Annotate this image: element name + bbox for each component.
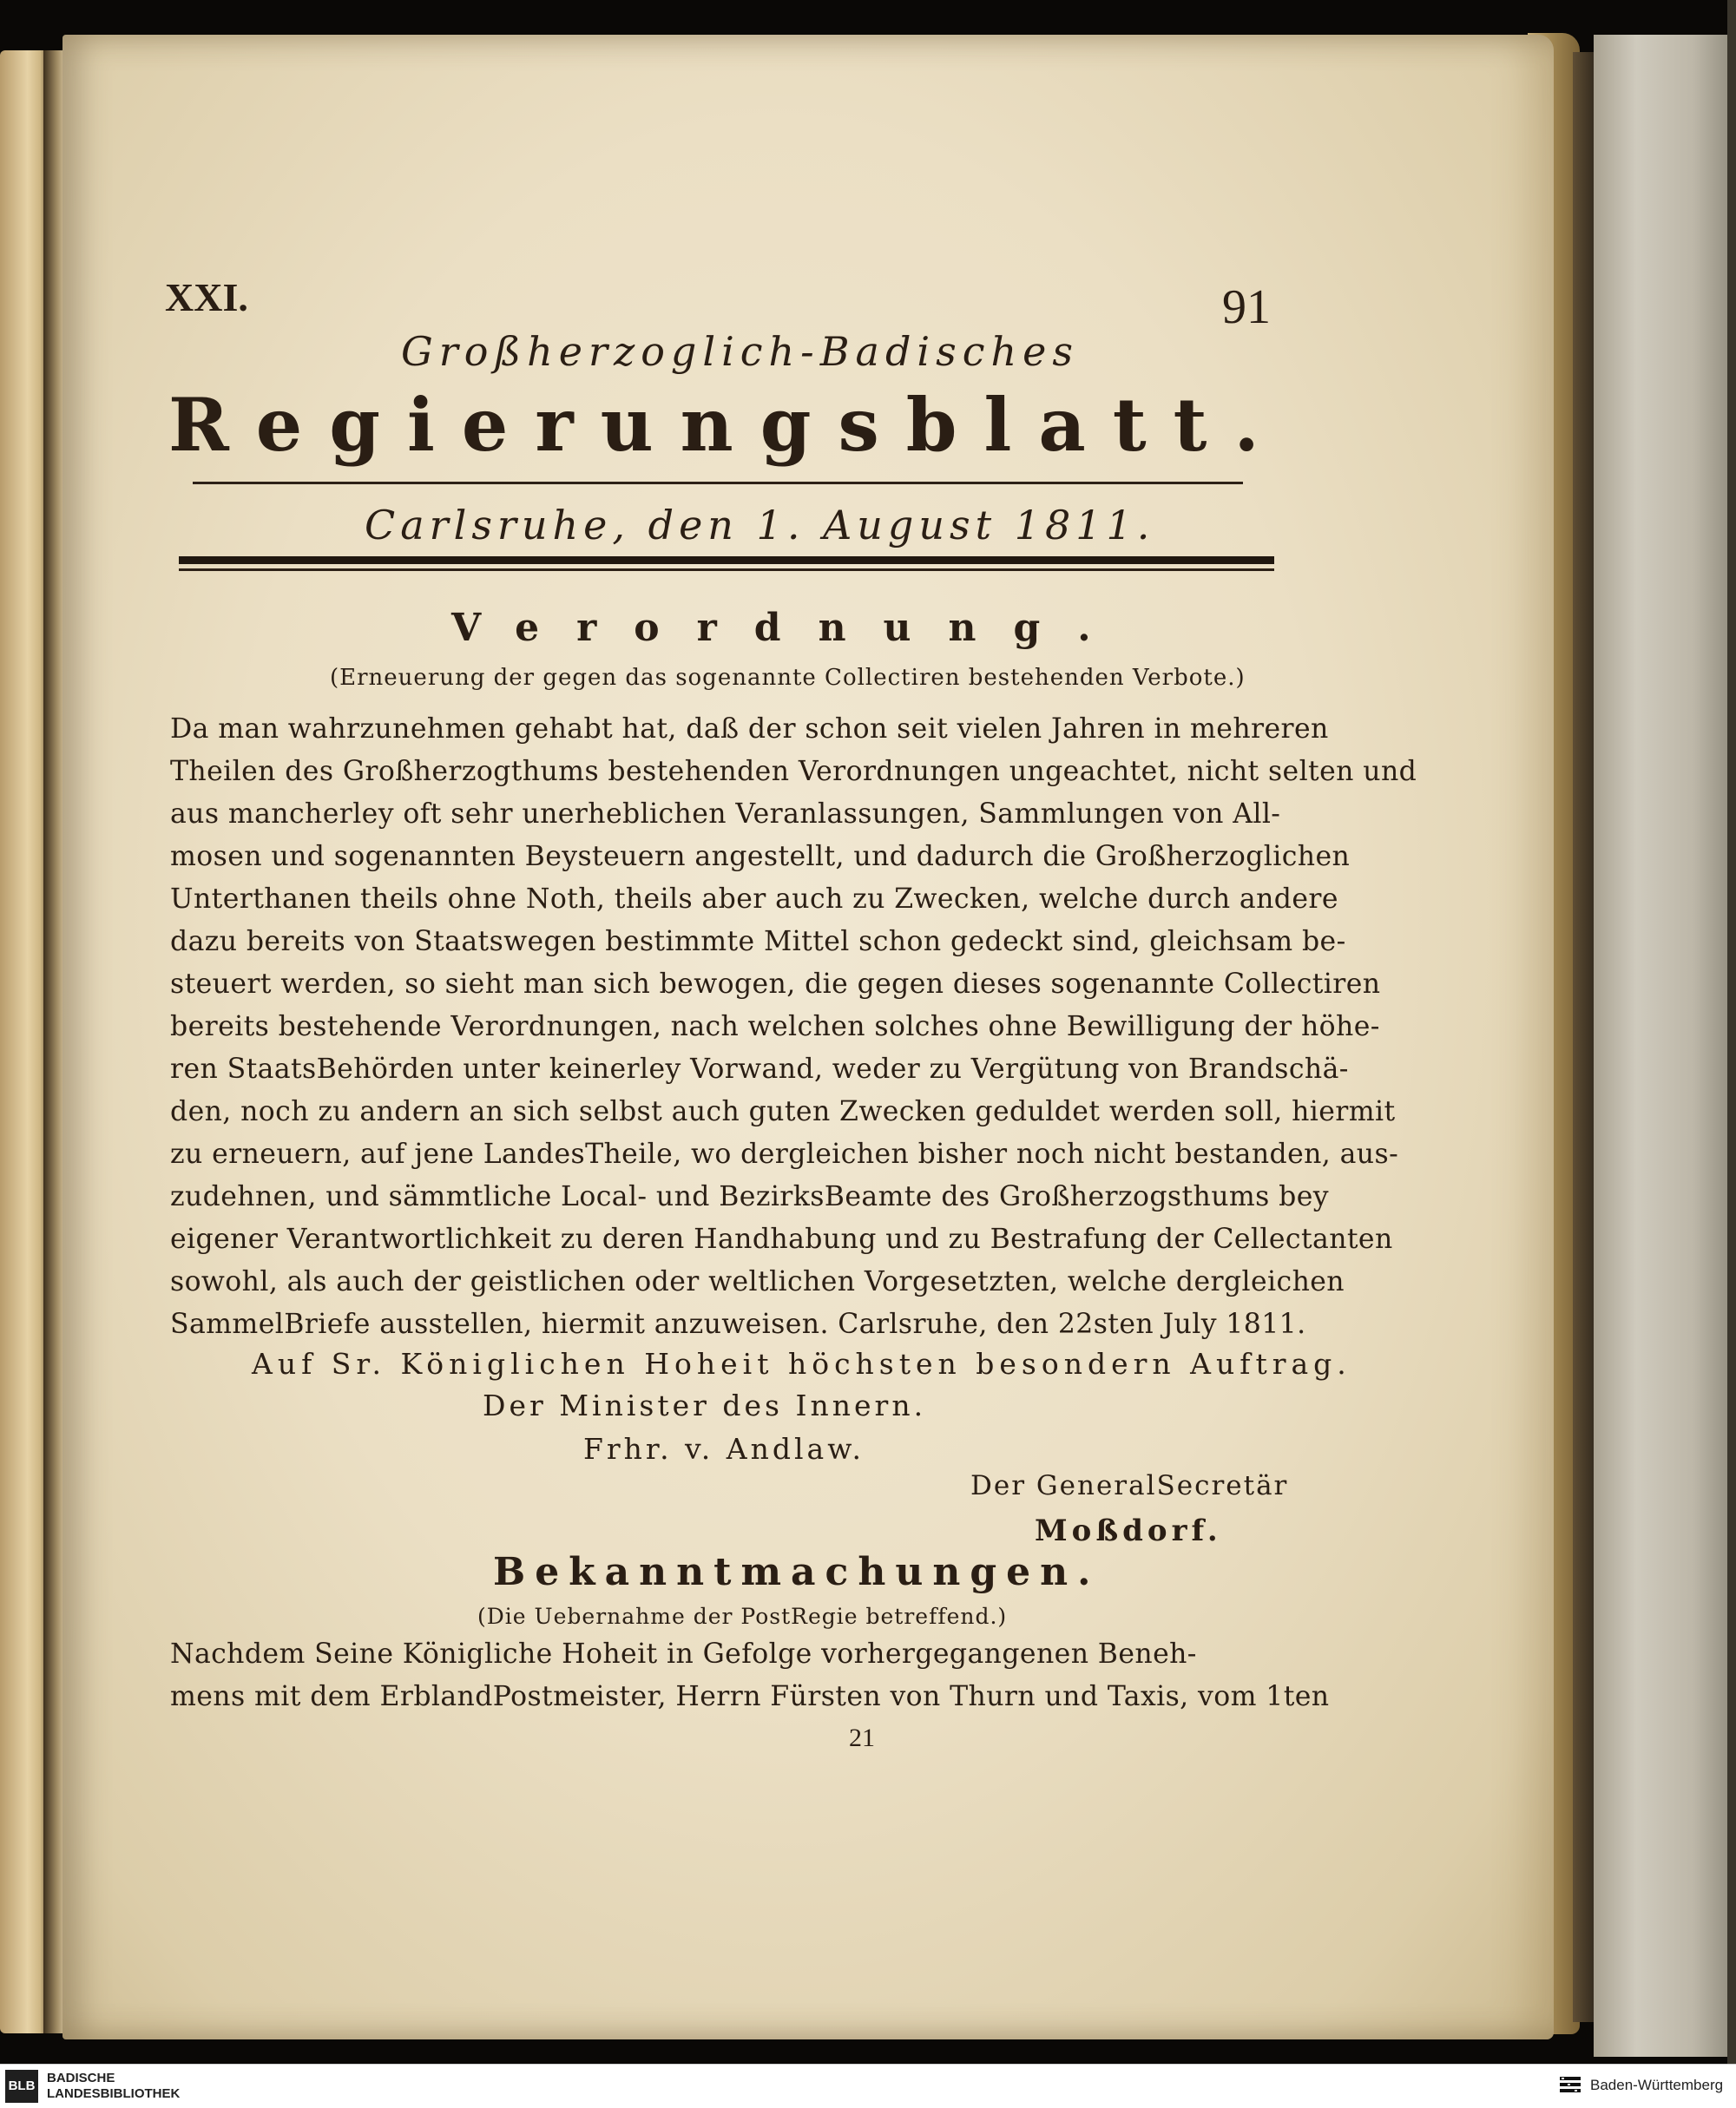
ordinance-line: dazu bereits von Staatswegen bestimmte Mittel schon gedeckt sind, gleichsam be- (170, 926, 1346, 957)
dateline: Carlsruhe, den 1. August 1811. (365, 502, 1155, 548)
ordinance-heading: Verordnung. (451, 606, 1128, 650)
ordinance-line: Theilen des Großherzogthums bestehenden Verordnungen ungeachtet, nicht selten und (170, 756, 1417, 787)
announcements-heading: Bekanntmachungen. (493, 1550, 1101, 1594)
ordinance-line: sowohl, als auch der geistlichen oder weltlichen Vorgesetzten, welche dergleichen (170, 1266, 1345, 1297)
minister-title: Der Minister des Innern. (483, 1389, 927, 1422)
signature-mark: 21 (849, 1724, 875, 1752)
dateline-rule-thick (179, 556, 1274, 564)
ordinance-line: zudehnen, und sämmtliche Local- und BezirksBeamte des Großherzogsthums bey (170, 1181, 1329, 1212)
ordinance-line: aus mancherley oft sehr unerheblichen Veranlassungen, Sammlungen von All- (170, 798, 1281, 830)
library-name-line-2: LANDESBIBLIOTHEK (47, 2086, 181, 2101)
state-name[interactable]: Baden-Württemberg (1590, 2077, 1724, 2093)
ordinance-line: den, noch zu andern an sich selbst auch guten Zwecken geduldet werden soll, hiermit (170, 1096, 1396, 1127)
order-line: Auf Sr. Königlichen Hoheit höchsten besondern Auftrag. (252, 1347, 1351, 1381)
footer-bar (0, 2064, 1736, 2108)
blb-logo-icon[interactable]: BLB (5, 2070, 38, 2103)
announcements-subheading: (Die Uebernahme der PostRegie betreffend.) (477, 1604, 1008, 1629)
ordinance-line: steuert werden, so sieht man sich bewogen, die gegen dieses sogenannte Collectiren (170, 969, 1381, 1000)
general-secretary-name: Moßdorf. (1035, 1514, 1222, 1548)
ordinance-line: Da man wahrzunehmen gehabt hat, daß der schon seit vielen Jahren in mehreren (170, 713, 1329, 745)
page-number: 91 (1222, 280, 1271, 334)
masthead-line-1: Großherzoglich-Badisches (401, 328, 1079, 375)
ordinance-line: mosen und sogenannten Beysteuern angestellt, und dadurch die Großherzoglichen (170, 841, 1351, 872)
ordinance-subheading: (Erneuerung der gegen das sogenannte Collectiren bestehenden Verbote.) (330, 665, 1246, 691)
issue-number: XXI. (165, 275, 248, 319)
minister-name: Frhr. v. Andlaw. (583, 1432, 865, 1466)
ordinance-line: Unterthanen theils ohne Noth, theils aber auch zu Zwecken, welche durch andere (170, 883, 1338, 915)
ordinance-line: ren StaatsBehörden unter keinerley Vorwand, weder zu Vergütung von Brandschä- (170, 1054, 1349, 1085)
ordinance-line: eigener Verantwortlichkeit zu deren Handhabung und zu Bestrafung der Cellectanten (170, 1224, 1393, 1255)
dateline-rule-thin (179, 568, 1274, 571)
library-name-line-1: BADISCHE (47, 2071, 115, 2085)
announcement-line: Nachdem Seine Königliche Hoheit in Gefolge vorhergegangenen Beneh- (170, 1638, 1197, 1670)
announcement-line: mens mit dem ErblandPostmeister, Herrn Fürsten von Thurn und Taxis, vom 1ten (170, 1681, 1330, 1712)
book-cover-edge (1727, 0, 1736, 2064)
library-name[interactable] (47, 2071, 180, 2102)
masthead-rule (193, 482, 1243, 484)
baden-wuerttemberg-logo-icon[interactable] (1559, 2075, 1581, 2096)
book-cover (1594, 35, 1736, 2057)
ordinance-line: SammelBriefe ausstellen, hiermit anzuweisen. Carlsruhe, den 22sten July 1811. (170, 1309, 1306, 1340)
ordinance-line: zu erneuern, auf jene LandesTheile, wo dergleichen bisher noch nicht bestanden, aus- (170, 1139, 1399, 1170)
masthead-title: Regierungsblatt. (168, 382, 1286, 468)
general-secretary-title: Der GeneralSecretär (970, 1470, 1289, 1501)
ordinance-line: bereits bestehende Verordnungen, nach welchen solches ohne Bewilligung der höhe- (170, 1011, 1380, 1042)
